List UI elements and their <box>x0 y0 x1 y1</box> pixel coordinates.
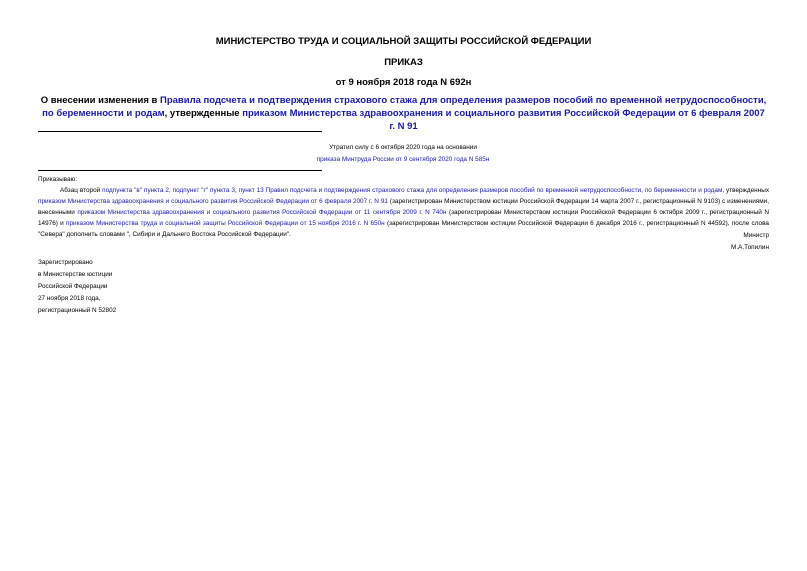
repeal-notice-link[interactable]: приказа Минтруда России от 9 сентября 2020 года N 585н <box>316 156 490 163</box>
link-subparagraph-v-2[interactable]: подпункта "в" пункта 2 <box>102 187 169 194</box>
registration-line-5: регистрационный N 52802 <box>38 307 117 314</box>
link-subparagraph-g-3[interactable]: подпункт "г" пункта 3 <box>172 187 235 194</box>
order-intro: Приказываю: <box>38 176 78 183</box>
para-text-4: (зарегистрирован Министерством юстиции Российской Федерации 6 октября 2009 г., регистрационный N 14976) и <box>38 209 769 227</box>
repeal-notice-text: Утратил силу с 6 октября 2020 года на основании <box>329 144 477 151</box>
para-text-3: (зарегистрирован Министерством юстиции Российской Федерации 14 марта 2007 г., регистрационный N 9103) с изменениями, внесенными <box>38 198 769 216</box>
document-body <box>38 174 769 240</box>
document-title <box>40 94 767 133</box>
registration-block <box>38 257 116 317</box>
registration-line-1: Зарегистрировано <box>38 259 93 266</box>
repeal-notice <box>200 142 606 166</box>
link-order-91[interactable]: приказом Министерства здравоохранения и социального развития Российской Федерации от 6 февраля 2007 г. N 91 <box>38 198 388 205</box>
title-link-rules[interactable]: Правила подсчета и подтверждения страхового стажа для определения размеров пособий по временной нетрудоспособности, по беременности и родам <box>42 95 767 119</box>
link-order-740n[interactable]: приказом Министерства здравоохранения и социального развития Российской Федерации от 11 сентября 2009 г. N 740н <box>77 209 447 216</box>
para-text-2: , утвержденных <box>722 187 770 194</box>
link-order-650n[interactable]: приказом Министерства труда и социальной защиты Российской Федерации от 15 ноября 2016 г. N 650н <box>66 220 385 227</box>
title-middle: , утвержденные <box>164 108 243 119</box>
link-item-13-rules[interactable]: пункт 13 Правил подсчета и подтверждения страхового стажа для определения размеров пособий по временной нетрудоспособности, по беременности и родам <box>238 187 723 194</box>
para-text-5: (зарегистрирован Министерством юстиции Российской Федерации 6 декабря 2016 г., регистрационный N 44592), после слова "Севера" дополнить словами ", Сибири и Дальнего Востока Российской Федерации". <box>38 220 769 238</box>
document-date-number: от 9 ноября 2018 года N 692н <box>335 77 472 88</box>
signature-block <box>731 230 769 254</box>
registration-line-3: Российской Федерации <box>38 283 108 290</box>
divider-bottom <box>38 170 322 171</box>
document-type: ПРИКАЗ <box>384 57 423 68</box>
signature-name: М.А.Топилин <box>731 244 769 251</box>
title-prefix: О внесении изменения в <box>40 95 160 106</box>
registration-line-4: 27 ноября 2018 года, <box>38 295 101 302</box>
para-sep-2: , <box>234 187 239 194</box>
ministry-header: МИНИСТЕРСТВО ТРУДА И СОЦИАЛЬНОЙ ЗАЩИТЫ РОССИЙСКОЙ ФЕДЕРАЦИИ <box>215 36 592 47</box>
title-link-order[interactable]: приказом Министерства здравоохранения и социального развития Российской Федерации от 6 февраля 2007 г. N 91 <box>242 108 765 132</box>
amendment-paragraph <box>38 185 769 240</box>
registration-line-2: в Министерстве юстиции <box>38 271 113 278</box>
signature-position: Министр <box>743 232 769 239</box>
divider-top <box>38 131 322 132</box>
para-sep-1: , <box>168 187 173 194</box>
para-text-1: Абзац второй <box>60 187 103 194</box>
